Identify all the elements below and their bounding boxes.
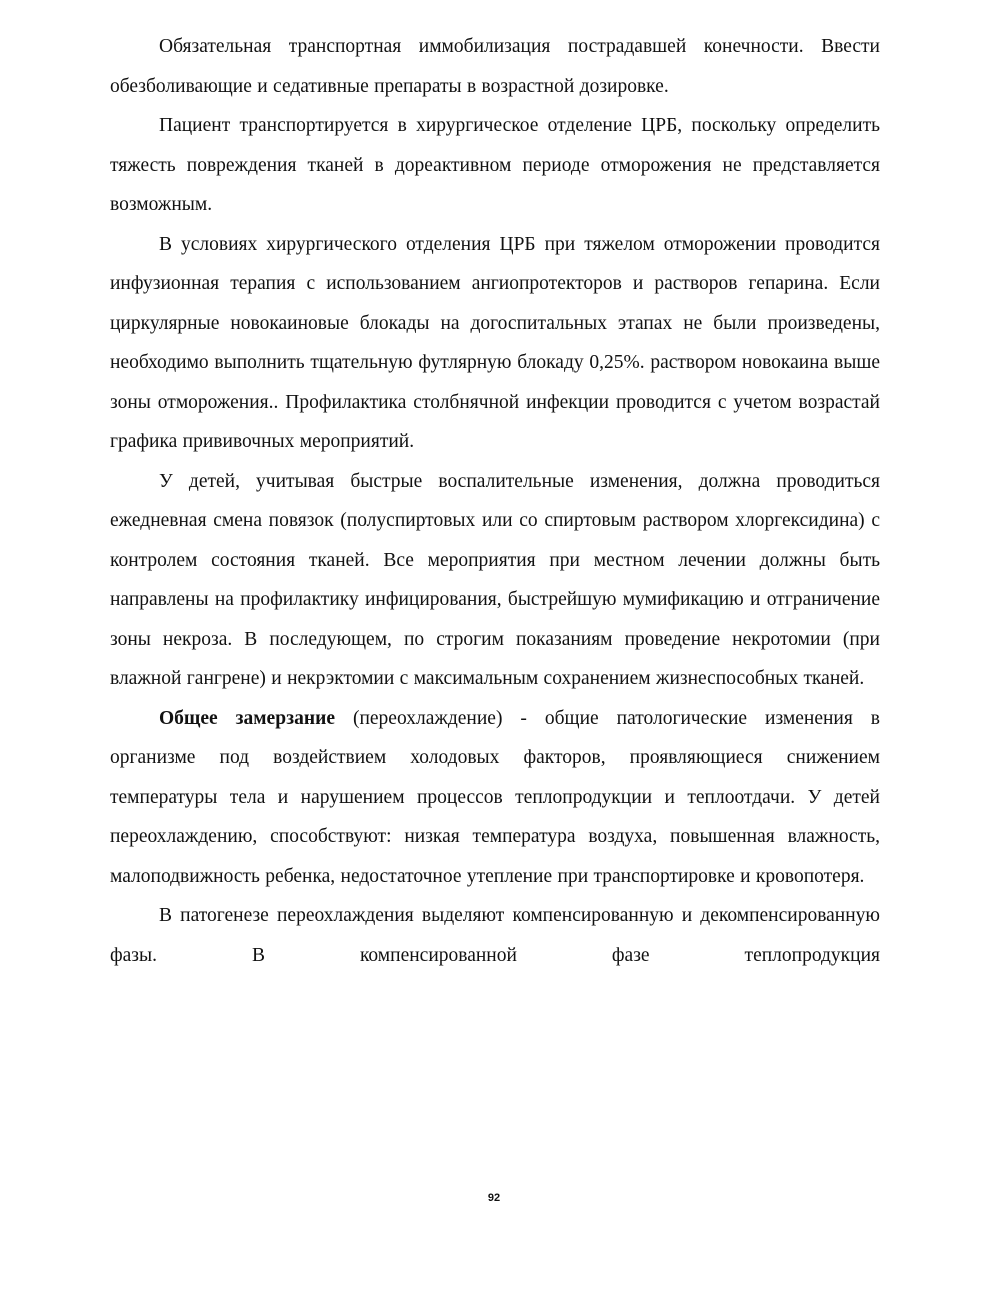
paragraph-general-freezing-text: (переохлаждение) - общие патологические изменения в организме под воздействием холодовых факторов, проявляющиеся снижением температуры тела и нарушением процессов теплопродукции и теплоотдачи. У детей переохлаждению, способствуют: низкая температура воздуха, повышенная влажность, малоподвижность ребенка, недостаточное утепление при транспортировке и кровопотеря. — [110, 707, 881, 887]
term-general-freezing: Общее замерзание — [159, 707, 335, 729]
paragraph-children-dressings: У детей, учитывая быстрые воспалительные изменения, должна проводиться ежедневная смена повязок (полуспиртовых или со спиртовым раствором хлоргексидина) с контролем состояния тканей. Все мероприятия при местном лечении должны быть направлены на профилактику инфицирования, быстрейшую мумификацию и отграничение зоны некроза. В последующем, по строгим показаниям проведение некротомии (при влажной гангрене) и некрэктомии с максимальным сохранением жизнеспособных тканей. — [110, 470, 880, 689]
paragraph-general-freezing — [110, 699, 880, 897]
page-number: 92 — [487, 1192, 501, 1204]
paragraph-immobilization: Обязательная транспортная иммобилизация пострадавшей конечности. Ввести обезболивающие и седативные препараты в возрастной дозировке. — [110, 36, 880, 97]
paragraph-pathogenesis: В патогенезе переохлаждения выделяют компенсированную и декомпенсированную фазы. В компенсированной фазе теплопродукция — [110, 905, 880, 966]
page-body — [110, 27, 880, 975]
paragraph-transport: Пациент транспортируется в хирургическое отделение ЦРБ, поскольку определить тяжесть повреждения тканей в дореактивном периоде отморожения не представляется возможным. — [110, 115, 880, 215]
paragraph-surgical-department: В условиях хирургического отделения ЦРБ при тяжелом отморожении проводится инфузионная терапия с использованием ангиопротекторов и растворов гепарина. Если циркулярные новокаиновые блокады на догоспитальных этапах не были произведены, необходимо выполнить тщательную футлярную блокаду 0,25%. раствором новокаина выше зоны отморожения.. Профилактика столбнячной инфекции проводится с учетом возрастай графика прививочных мероприятий. — [110, 233, 880, 452]
